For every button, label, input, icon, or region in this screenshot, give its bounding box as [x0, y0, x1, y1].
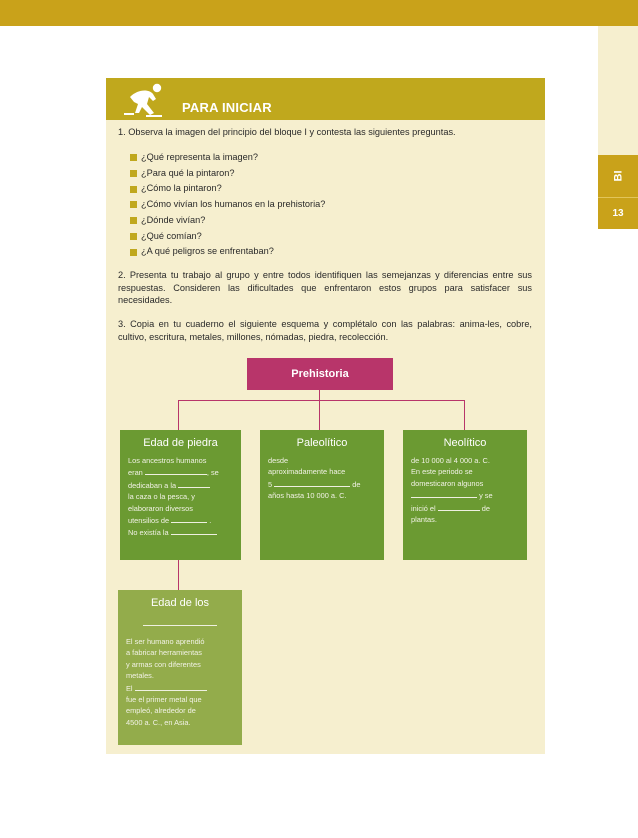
card-title: Edad de los: [150, 597, 210, 609]
list-item: ¿Qué comían?: [130, 229, 530, 245]
bullet-icon: [130, 170, 137, 177]
card-title: Edad de piedra: [143, 437, 218, 449]
connector-line: [178, 400, 179, 430]
panel-header: [106, 78, 545, 120]
connector-line: [178, 560, 179, 590]
list-item: ¿Cómo vivían los humanos en la prehistoria?: [130, 197, 530, 213]
blank-line: [171, 514, 207, 523]
blank-line: [438, 502, 480, 511]
connector-line: [178, 400, 465, 401]
card-edad-metales: [118, 590, 242, 745]
page-number-tab: [598, 197, 638, 229]
card-body: El ser humano aprendió a fabricar herramientas y armas con diferentes metales. El fue el primer metal que empleó, alrededor de 4500 a. C., en Asia.: [118, 636, 242, 728]
blank-line: [274, 478, 350, 487]
connector-line: [319, 390, 320, 400]
block-tab: [598, 155, 638, 197]
runner-start-icon: [116, 80, 168, 120]
diagram-root: Prehistoria: [247, 358, 393, 390]
card-paleolitico: [260, 430, 384, 560]
card-title: Paleolítico: [296, 437, 348, 449]
question-3: 3. Copia en tu cuaderno el siguiente esquema y complétalo con las palabras: anima-les, cobre, cultivo, escritura, metales, millones, nómadas, piedra, recolección.: [118, 319, 532, 342]
blank-line: [171, 526, 217, 535]
bullet-icon: [130, 249, 137, 256]
card-title: Neolítico: [443, 437, 487, 449]
panel-title: PARA INICIAR: [182, 100, 272, 115]
page-number: 13: [612, 208, 624, 219]
blank-line: [143, 617, 217, 626]
blank-line: [411, 489, 477, 498]
activity-panel: [106, 78, 545, 754]
card-neolitico: [403, 430, 527, 560]
question-2: 2. Presenta tu trabajo al grupo y entre todos identifiquen las semejanzas y diferencias entre sus respuestas. Consideren las dificultades que enfrentaron estos grupos para satisfacer sus necesidades.: [118, 270, 532, 306]
bullet-icon: [130, 154, 137, 161]
block-label: BI: [612, 170, 624, 182]
list-item: ¿Qué representa la imagen?: [130, 150, 530, 166]
list-item: ¿Cómo la pintaron?: [130, 181, 530, 197]
connector-line: [319, 400, 320, 430]
bullet-icon: [130, 217, 137, 224]
list-item: ¿Para qué la pintaron?: [130, 166, 530, 182]
bullet-icon: [130, 186, 137, 193]
bullet-icon: [130, 233, 137, 240]
top-color-bar: [0, 0, 638, 26]
question-1: 1. Observa la imagen del principio del bloque I y contesta las siguientes preguntas.: [118, 127, 456, 137]
card-body: de 10 000 al 4 000 a. C. En este periodo se domesticaron algunos y se inició el de plantas.: [411, 456, 493, 525]
bullet-icon: [130, 201, 137, 208]
blank-line: [135, 682, 207, 691]
card-body: desde aproximadamente hace 5 de años hasta 10 000 a. C.: [268, 456, 361, 501]
blank-line: [145, 466, 207, 475]
question-1-list: [130, 150, 530, 260]
list-item: ¿Dónde vivían?: [130, 213, 530, 229]
list-item: ¿A qué peligros se enfrentaban?: [130, 244, 530, 260]
card-edad-piedra: [120, 430, 241, 560]
connector-line: [464, 400, 465, 430]
card-body: Los ancestros humanos eran , se dedicaban a la la caza o la pesca, y elaboraron diversos utensilios de . No existía la: [128, 456, 219, 538]
blank-line: [178, 479, 210, 488]
